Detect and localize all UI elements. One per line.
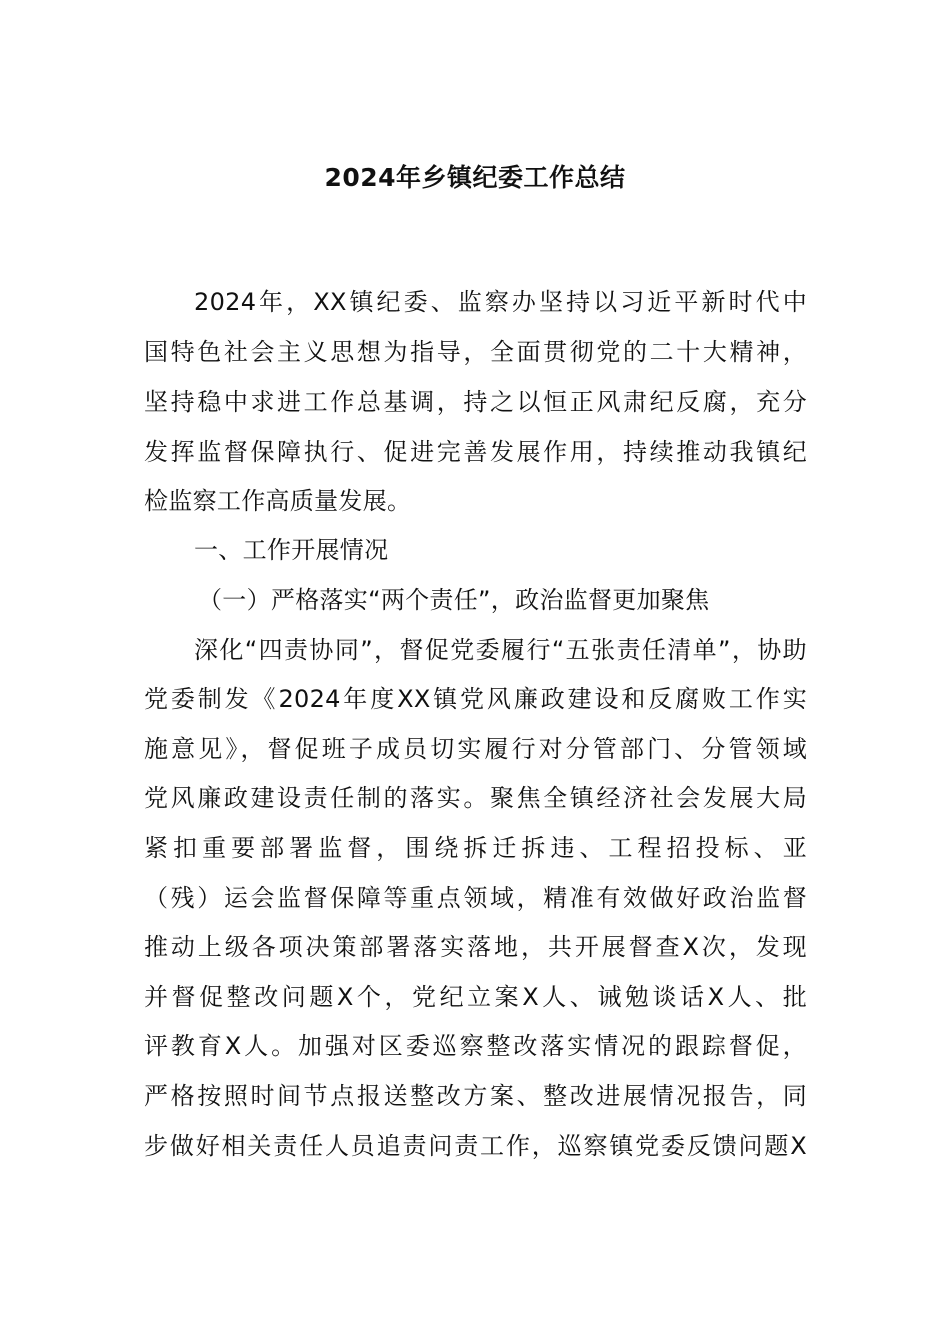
paragraph-line: 检监察工作高质量发展。 bbox=[144, 487, 412, 515]
paragraph-line: （残）运会监督保障等重点领域，精准有效做好政治监督 bbox=[144, 884, 807, 912]
document-title: 2024年乡镇纪委工作总结 bbox=[324, 163, 626, 192]
paragraph-line: 严格按照时间节点报送整改方案、整改进展情况报告，同 bbox=[144, 1082, 807, 1110]
paragraph-line: 党委制发《2024年度XX镇党风廉政建设和反腐败工作实 bbox=[144, 685, 807, 713]
paragraph-line: 紧扣重要部署监督，围绕拆迁拆违、工程招投标、亚 bbox=[144, 834, 807, 862]
paragraph-line: 党风廉政建设责任制的落实。聚焦全镇经济社会发展大局 bbox=[144, 784, 807, 812]
paragraph-line: 施意见》，督促班子成员切实履行对分管部门、分管领域 bbox=[144, 735, 807, 763]
subsection-heading: （一）严格落实“两个责任”，政治监督更加聚焦 bbox=[198, 586, 710, 614]
paragraph-line: 评教育X人。加强对区委巡察整改落实情况的跟踪督促， bbox=[144, 1032, 807, 1060]
section-heading: 一、工作开展情况 bbox=[194, 536, 389, 564]
paragraph-line: 发挥监督保障执行、促进完善发展作用，持续推动我镇纪 bbox=[144, 438, 807, 466]
paragraph-line: 深化“四责协同”，督促党委履行“五张责任清单”，协助 bbox=[194, 636, 807, 664]
paragraph-line: 2024年，XX镇纪委、监察办坚持以习近平新时代中 bbox=[194, 288, 807, 316]
paragraph-line: 推动上级各项决策部署落实落地，共开展督查X次，发现 bbox=[144, 933, 807, 961]
paragraph-line: 步做好相关责任人员追责问责工作，巡察镇党委反馈问题X bbox=[144, 1132, 807, 1160]
paragraph-line: 并督促整改问题X个，党纪立案X人、诫勉谈话X人、批 bbox=[144, 983, 807, 1011]
paragraph-line: 国特色社会主义思想为指导，全面贯彻党的二十大精神， bbox=[144, 338, 807, 366]
paragraph-line: 坚持稳中求进工作总基调，持之以恒正风肃纪反腐，充分 bbox=[144, 388, 807, 416]
